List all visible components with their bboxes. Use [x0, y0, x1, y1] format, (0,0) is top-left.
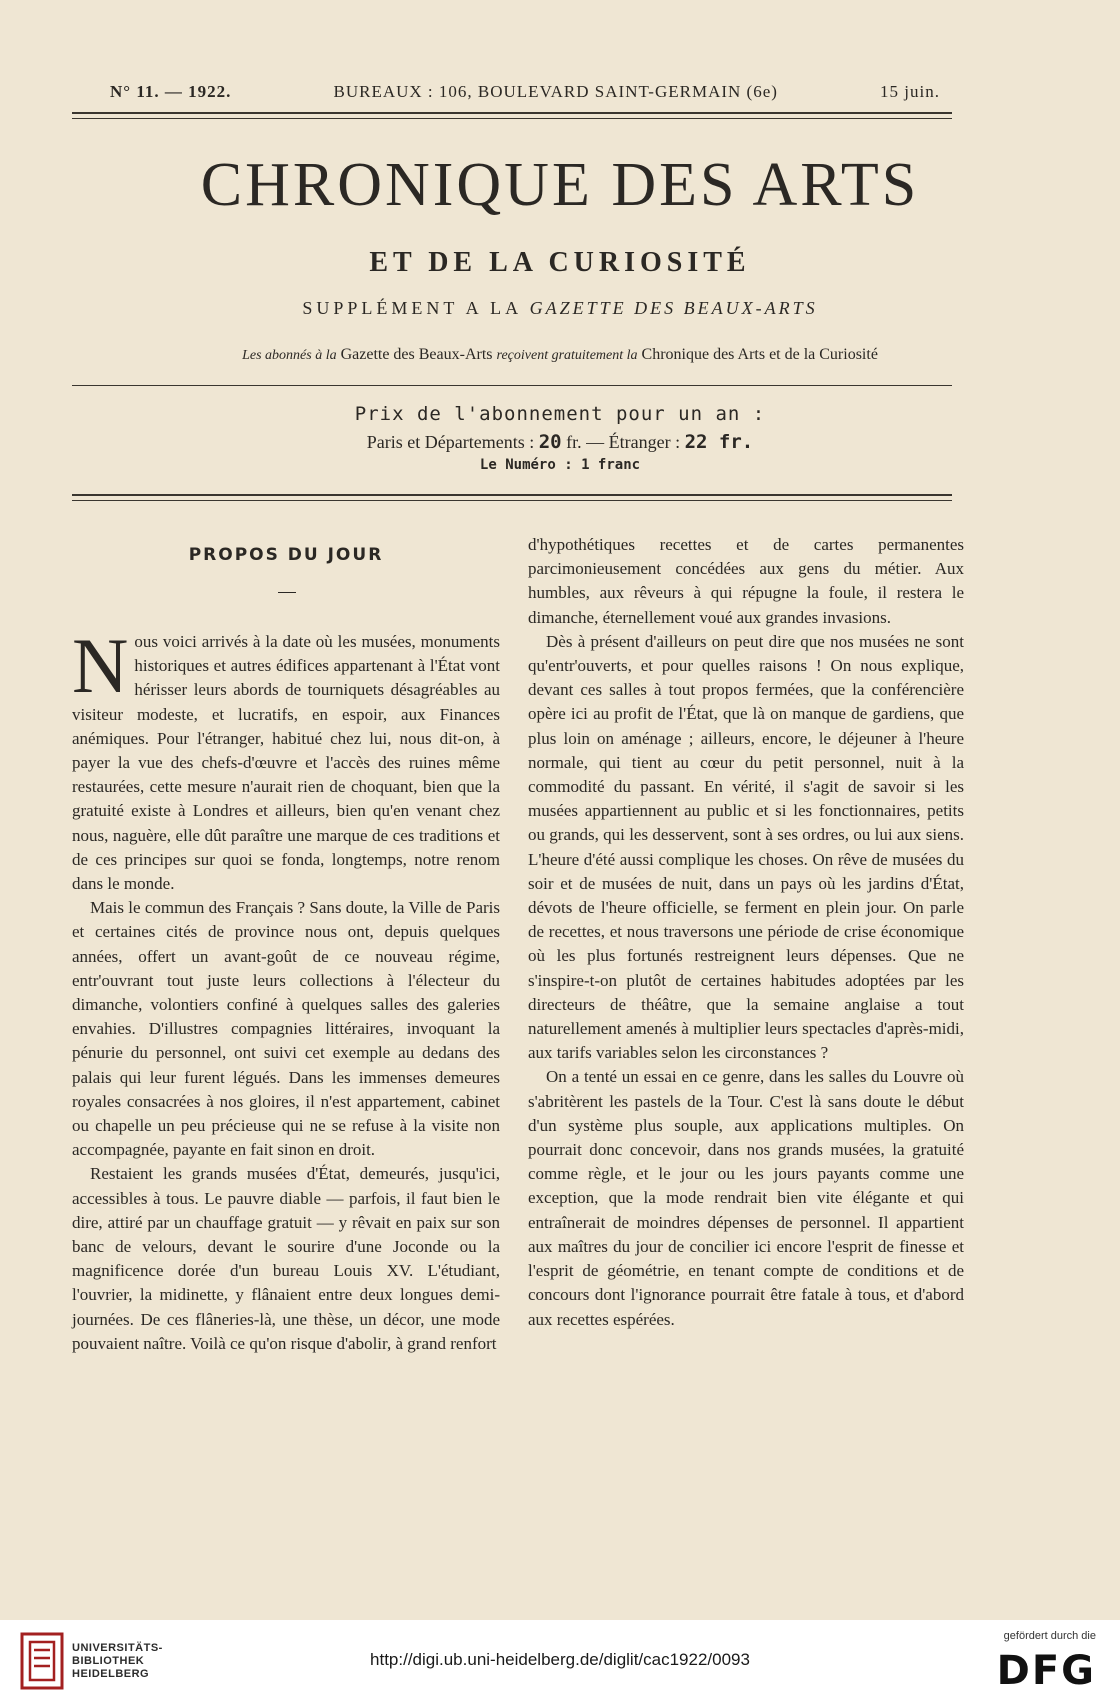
subscribers-d: Chronique des Arts et de la Curiosité	[641, 346, 878, 363]
subscribers-a: Les abonnés à la	[242, 348, 337, 363]
masthead-rule-top	[72, 112, 952, 114]
price-line	[0, 431, 1120, 453]
subscribers-note	[0, 346, 1120, 364]
article-column-right	[528, 533, 964, 1332]
document-url-link[interactable]: http://digi.ub.uni-heidelberg.de/diglit/cac1922/0093	[370, 1650, 750, 1669]
office-address: BUREAUX : 106, BOULEVARD SAINT-GERMAIN (6e)	[333, 82, 778, 101]
article-paragraph: Mais le commun des Français ? Sans doute, la Ville de Paris et certaines cités de province nous ont, depuis quelques années, offert un avant-goût de ce nouveau régime, entr'ouvrant tout juste leurs collections à l'électeur du dimanche, volontiers confiné à quelques salles des galeries envahies. D'illustres compagnies littéraires, invoquant la pénurie du personnel, ont suivi cet exemple au dedans des palais qui leur furent légués. Dans les immenses demeures royales consacrées à nos gloires, il n'est appartement, cabinet ou chapelle un peu précieuse qui ne se refuse à la visite non accompagnée, payante en fait sinon en droit.	[72, 898, 500, 1160]
issue-date: 15 juin.	[880, 82, 940, 101]
header-rule-bottom	[72, 500, 952, 501]
price-title: Prix de l'abonnement pour un an :	[354, 403, 766, 425]
issue-number: N° 11. — 1922.	[110, 82, 232, 101]
masthead-line	[110, 82, 940, 102]
subscribers-c: reçoivent gratuitement la	[496, 348, 638, 363]
price-block	[0, 403, 1120, 473]
article-paragraph: On a tenté un essai en ce genre, dans les salles du Louvre où s'abritèrent les pastels de la Tour. C'est là sans doute le début d'un système plus souple, aux applications multiples. On pourrait donc concevoir, dans nos grands musées, la gratuité comme règle, et le jour ou les jours payants comme une exception, que la mode rendrait bien vite élégante et qui entraînerait de moindres dépenses de personnel. Il appartient aux maîtres du jour de concilier ici encore l'esprit de finesse et l'esprit de géométrie, en tenant compte de conditions et de concours dont l'ignorance pourrait être fatale à tous, et d'abord aux recettes espérées.	[528, 1067, 964, 1329]
funded-by-label: gefördert durch die	[1003, 1630, 1096, 1642]
price-paris-value: 20	[538, 431, 562, 453]
article-paragraph: d'hypothétiques recettes et de cartes permanentes parcimonieusement concédées aux gens du métier. Aux humbles, aux rêveurs à qui répugne la foule, il restera le dimanche, éternellement voué aux grandes invasions.	[528, 535, 964, 627]
price-per-issue: Le Numéro : 1 franc	[479, 457, 641, 473]
article-paragraph: Nous voici arrivés à la date où les musées, monuments historiques et autres édifices appartenant à l'État vont hérisser leurs abords de tourniquets désagréables au visiteur modeste, et lucratifs, en espoir, aux Finances anémiques. Pour l'étranger, habitué chez lui, nous dit-on, à payer la vue des chefs-d'œuvre et l'accès des ruines même restaurées, cette mesure n'aurait rien de choquant, bien que la gratuité existe à Londres et ailleurs, bien qu'en venant chez nous, naguère, elle dût paraître une marque de ces traditions et de ces principes sur quoi se fonda, longtemps, notre renom dans le monde.	[72, 622, 500, 894]
price-unit: fr.	[566, 432, 582, 452]
dfg-logo: DFG	[996, 1648, 1096, 1694]
supplement-prefix: SUPPLÉMENT A LA	[302, 298, 522, 318]
header-rule-top	[72, 494, 952, 496]
article-heading: PROPOS DU JOUR	[188, 545, 384, 565]
price-foreign-label: — Étranger :	[586, 432, 681, 452]
publication-subtitle: ET DE LA CURIOSITÉ	[369, 247, 751, 278]
article-paragraph: Restaient les grands musées d'État, demeurés, jusqu'ici, accessibles à tous. Le pauvre diable — parfois, il faut bien le dire, attiré par un chauffage gratuit — y rêvait en paix sur son banc de velours, devant le sourire d'une Joconde ou la magnificence dorée d'un bureau Louis XV. L'étudiant, l'ouvrier, la midinette, y flânaient entre deux longues demi-journées. De ces flâneries-là, une thèse, un décor, une mode pouvaient naître. Voilà ce qu'on risque d'abolir, à grand renfort	[72, 1164, 500, 1353]
masthead-rule-bottom	[72, 118, 952, 119]
publication-title: CHRONIQUE DES ARTS	[200, 151, 920, 219]
article-column-left	[72, 622, 500, 1356]
drop-cap: N	[72, 622, 129, 709]
price-paris-label: Paris et Départements :	[366, 432, 535, 452]
university-name: UNIVERSITÄTS- BIBLIOTHEK HEIDELBERG	[72, 1642, 163, 1680]
supplement-line	[0, 298, 1120, 319]
viewer-footer	[0, 1620, 1120, 1702]
price-rule-top	[72, 385, 952, 386]
subscribers-b: Gazette des Beaux-Arts	[340, 346, 493, 363]
article-paragraph: Dès à présent d'ailleurs on peut dire que nos musées ne sont qu'entr'ouverts, et pour quelles raisons ! On nous explique, devant ces salles à tout propos fermées, que la conférencière opère ici au profit de l'État, que là on manque de gardiens, que plus loin on aménage ; ailleurs, encore, le déjeuner à l'heure normale, qui tient au cœur du petit personnel, nuit à la commodité du passant. En vérité, il s'agit de savoir si les musées appartiennent au public et si les fonctionnaires, petits ou grands, qui les desservent, sont à ses ordres, ou lui aux siens. L'heure d'été aussi complique les choses. On rêve de musées du soir et de musées de nuit, dans un pays où les jardins d'État, dévots de l'heure officielle, se ferment en plein jour. On parle de recettes, et nous traversons une période de crise économique où les plus fortunés restreignent leurs dépenses. Que ne s'inspire-t-on plutôt de certaines habitudes adoptées par les directeurs de théâtre, que la semaine anglaise a tout naturellement amenés à multiplier leurs spectacles d'après-midi, aux tarifs variables selon les circonstances ?	[528, 631, 964, 1063]
supplement-gazette: GAZETTE DES BEAUX-ARTS	[529, 298, 818, 318]
price-foreign-value: 22 fr.	[684, 431, 754, 453]
heading-dash	[278, 592, 296, 593]
